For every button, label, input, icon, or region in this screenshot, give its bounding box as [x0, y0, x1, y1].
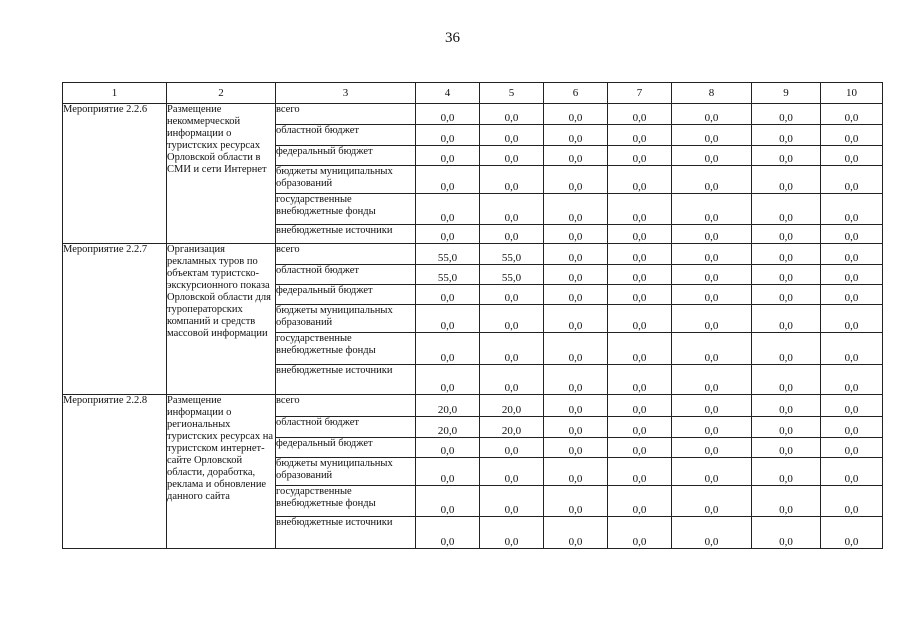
value-cell: 0,0: [821, 333, 883, 365]
value-cell: 0,0: [672, 395, 752, 417]
table-row: [63, 104, 883, 125]
value-cell: 0,0: [544, 125, 608, 146]
value-cell: 0,0: [672, 104, 752, 125]
value-cell: 0,0: [608, 517, 672, 549]
value-cell: 0,0: [480, 146, 544, 166]
value-cell: 0,0: [544, 395, 608, 417]
value-cell: 0,0: [480, 166, 544, 194]
value-cell: 0,0: [752, 438, 821, 458]
value-cell: 0,0: [608, 265, 672, 285]
value-cell: 0,0: [608, 225, 672, 244]
value-cell: 0,0: [416, 104, 480, 125]
value-cell: 0,0: [821, 166, 883, 194]
value-cell: 0,0: [416, 438, 480, 458]
value-cell: 0,0: [821, 285, 883, 305]
value-cell: 0,0: [416, 333, 480, 365]
value-cell: 55,0: [416, 265, 480, 285]
value-cell: 0,0: [821, 225, 883, 244]
value-cell: 0,0: [608, 395, 672, 417]
value-cell: 0,0: [821, 305, 883, 333]
value-cell: 55,0: [480, 244, 544, 265]
value-cell: 0,0: [416, 146, 480, 166]
value-cell: 0,0: [821, 417, 883, 438]
funding-source: областной бюджет: [276, 265, 416, 285]
value-cell: 0,0: [544, 166, 608, 194]
value-cell: 0,0: [480, 517, 544, 549]
value-cell: 0,0: [752, 125, 821, 146]
value-cell: 0,0: [672, 438, 752, 458]
value-cell: 55,0: [416, 244, 480, 265]
table-header-row: [63, 83, 883, 104]
value-cell: 0,0: [416, 305, 480, 333]
value-cell: 0,0: [416, 166, 480, 194]
value-cell: 0,0: [544, 244, 608, 265]
value-cell: 0,0: [544, 365, 608, 395]
table-row: [63, 244, 883, 265]
value-cell: 0,0: [544, 305, 608, 333]
measure-description: Размещение информации о региональных туристских ресурсах на туристском интернет-сайте Орловской области, доработка, реклама и обновление данного сайта: [167, 395, 276, 549]
measure-name: Мероприятие 2.2.8: [63, 395, 167, 549]
funding-source: внебюджетные источники: [276, 517, 416, 549]
value-cell: 20,0: [480, 395, 544, 417]
column-header: 5: [480, 83, 544, 104]
value-cell: 0,0: [821, 458, 883, 486]
value-cell: 0,0: [544, 438, 608, 458]
value-cell: 0,0: [608, 417, 672, 438]
value-cell: 0,0: [480, 104, 544, 125]
value-cell: 0,0: [544, 265, 608, 285]
value-cell: 0,0: [608, 146, 672, 166]
value-cell: 0,0: [416, 458, 480, 486]
value-cell: 0,0: [544, 417, 608, 438]
value-cell: 0,0: [752, 244, 821, 265]
funding-source: государственные внебюджетные фонды: [276, 486, 416, 517]
funding-source: всего: [276, 104, 416, 125]
measure-description: Размещение некоммерческой информации о туристских ресурсах Орловской области в СМИ и сети Интернет: [167, 104, 276, 244]
value-cell: 0,0: [672, 194, 752, 225]
funding-source: внебюджетные источники: [276, 225, 416, 244]
value-cell: 0,0: [544, 146, 608, 166]
funding-source: государственные внебюджетные фонды: [276, 333, 416, 365]
value-cell: 0,0: [480, 194, 544, 225]
value-cell: 0,0: [480, 333, 544, 365]
value-cell: 0,0: [544, 486, 608, 517]
value-cell: 0,0: [672, 365, 752, 395]
column-header: 4: [416, 83, 480, 104]
funding-source: областной бюджет: [276, 417, 416, 438]
value-cell: 0,0: [672, 417, 752, 438]
value-cell: 0,0: [608, 365, 672, 395]
value-cell: 0,0: [672, 517, 752, 549]
value-cell: 0,0: [672, 305, 752, 333]
value-cell: 0,0: [752, 395, 821, 417]
value-cell: 0,0: [416, 194, 480, 225]
value-cell: 0,0: [752, 285, 821, 305]
value-cell: 0,0: [416, 285, 480, 305]
value-cell: 0,0: [608, 458, 672, 486]
value-cell: 0,0: [608, 194, 672, 225]
value-cell: 0,0: [544, 517, 608, 549]
value-cell: 0,0: [821, 265, 883, 285]
value-cell: 0,0: [752, 305, 821, 333]
value-cell: 0,0: [672, 285, 752, 305]
value-cell: 0,0: [608, 285, 672, 305]
funding-source: федеральный бюджет: [276, 285, 416, 305]
column-header: 2: [167, 83, 276, 104]
value-cell: 0,0: [608, 305, 672, 333]
value-cell: 20,0: [416, 417, 480, 438]
value-cell: 0,0: [821, 146, 883, 166]
value-cell: 0,0: [608, 486, 672, 517]
value-cell: 0,0: [752, 365, 821, 395]
value-cell: 0,0: [416, 486, 480, 517]
value-cell: 0,0: [821, 125, 883, 146]
value-cell: 0,0: [821, 244, 883, 265]
value-cell: 0,0: [752, 225, 821, 244]
column-header: 6: [544, 83, 608, 104]
column-header: 1: [63, 83, 167, 104]
funding-source: бюджеты муниципальных образований: [276, 305, 416, 333]
value-cell: 0,0: [480, 125, 544, 146]
value-cell: 0,0: [821, 395, 883, 417]
value-cell: 0,0: [544, 225, 608, 244]
value-cell: 0,0: [752, 194, 821, 225]
value-cell: 0,0: [544, 458, 608, 486]
page-number: 36: [445, 30, 460, 46]
value-cell: 0,0: [672, 125, 752, 146]
value-cell: 0,0: [480, 225, 544, 244]
value-cell: 0,0: [416, 125, 480, 146]
value-cell: 0,0: [416, 225, 480, 244]
value-cell: 0,0: [752, 417, 821, 438]
column-header: 7: [608, 83, 672, 104]
value-cell: 0,0: [544, 333, 608, 365]
value-cell: 0,0: [608, 104, 672, 125]
value-cell: 0,0: [821, 194, 883, 225]
value-cell: 0,0: [608, 125, 672, 146]
measure-name: Мероприятие 2.2.7: [63, 244, 167, 395]
value-cell: 0,0: [608, 244, 672, 265]
budget-table: [62, 82, 883, 549]
funding-source: бюджеты муниципальных образований: [276, 166, 416, 194]
value-cell: 0,0: [416, 365, 480, 395]
value-cell: 0,0: [672, 265, 752, 285]
value-cell: 20,0: [480, 417, 544, 438]
value-cell: 0,0: [752, 104, 821, 125]
value-cell: 0,0: [672, 333, 752, 365]
column-header: 9: [752, 83, 821, 104]
value-cell: 0,0: [544, 194, 608, 225]
value-cell: 0,0: [672, 166, 752, 194]
table-row: [63, 395, 883, 417]
value-cell: 0,0: [544, 104, 608, 125]
value-cell: 0,0: [608, 333, 672, 365]
value-cell: 0,0: [608, 166, 672, 194]
value-cell: 0,0: [480, 285, 544, 305]
value-cell: 0,0: [480, 458, 544, 486]
value-cell: 0,0: [752, 265, 821, 285]
funding-source: внебюджетные источники: [276, 365, 416, 395]
value-cell: 0,0: [821, 365, 883, 395]
column-header: 3: [276, 83, 416, 104]
value-cell: 0,0: [480, 305, 544, 333]
value-cell: 0,0: [480, 438, 544, 458]
value-cell: 20,0: [416, 395, 480, 417]
value-cell: 55,0: [480, 265, 544, 285]
value-cell: 0,0: [480, 365, 544, 395]
funding-source: федеральный бюджет: [276, 438, 416, 458]
funding-source: государственные внебюджетные фонды: [276, 194, 416, 225]
value-cell: 0,0: [608, 438, 672, 458]
value-cell: 0,0: [672, 458, 752, 486]
value-cell: 0,0: [544, 285, 608, 305]
value-cell: 0,0: [672, 146, 752, 166]
value-cell: 0,0: [672, 486, 752, 517]
funding-source: федеральный бюджет: [276, 146, 416, 166]
value-cell: 0,0: [752, 166, 821, 194]
value-cell: 0,0: [752, 146, 821, 166]
value-cell: 0,0: [821, 104, 883, 125]
measure-name: Мероприятие 2.2.6: [63, 104, 167, 244]
column-header: 8: [672, 83, 752, 104]
measure-description: Организация рекламных туров по объектам туристско-экскурсионного показа Орловской области для туроператорских компаний и средств массовой информации: [167, 244, 276, 395]
value-cell: 0,0: [416, 517, 480, 549]
value-cell: 0,0: [821, 486, 883, 517]
value-cell: 0,0: [480, 486, 544, 517]
value-cell: 0,0: [752, 458, 821, 486]
value-cell: 0,0: [752, 517, 821, 549]
funding-source: областной бюджет: [276, 125, 416, 146]
value-cell: 0,0: [752, 333, 821, 365]
value-cell: 0,0: [821, 517, 883, 549]
funding-source: бюджеты муниципальных образований: [276, 458, 416, 486]
value-cell: 0,0: [672, 225, 752, 244]
value-cell: 0,0: [821, 438, 883, 458]
value-cell: 0,0: [752, 486, 821, 517]
funding-source: всего: [276, 244, 416, 265]
funding-source: всего: [276, 395, 416, 417]
column-header: 10: [821, 83, 883, 104]
value-cell: 0,0: [672, 244, 752, 265]
